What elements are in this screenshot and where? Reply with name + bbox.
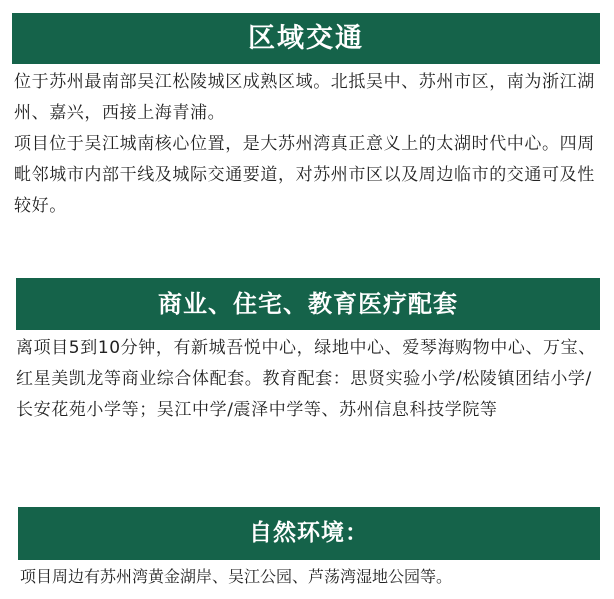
section-body (16, 333, 606, 426)
paragraph: 离项目5到10分钟，有新城吾悦中心，绿地中心、爱琴海购物中心、万宝、红星美凯龙等商业综合体配套。教育配套：思贤实验小学/松陵镇团结小学/长安花苑小学等；吴江中学/震泽中学等、苏州信息科技学院等 (16, 338, 596, 420)
section-title-banner (12, 13, 600, 64)
paragraph: 项目周边有苏州湾黄金湖岸、吴江公园、芦荡湾湿地公园等。 (20, 567, 453, 586)
section-body (20, 562, 610, 592)
section-title: 区域交通 (248, 23, 364, 54)
section-title: 商业、住宅、教育医疗配套 (158, 290, 458, 318)
section-title-banner (16, 278, 600, 330)
section-body (14, 67, 604, 222)
section-title-banner (18, 507, 600, 560)
paragraph: 位于苏州最南部吴江松陵城区成熟区域。北抵吴中、苏州市区，南为浙江湖州、嘉兴，西接上海青浦。 (14, 72, 595, 123)
section-title: 自然环境： (249, 520, 369, 546)
paragraph: 项目位于吴江城南核心位置，是大苏州湾真正意义上的太湖时代中心。四周毗邻城市内部干线及城际交通要道，对苏州市区以及周边临市的交通可及性较好。 (14, 134, 595, 216)
